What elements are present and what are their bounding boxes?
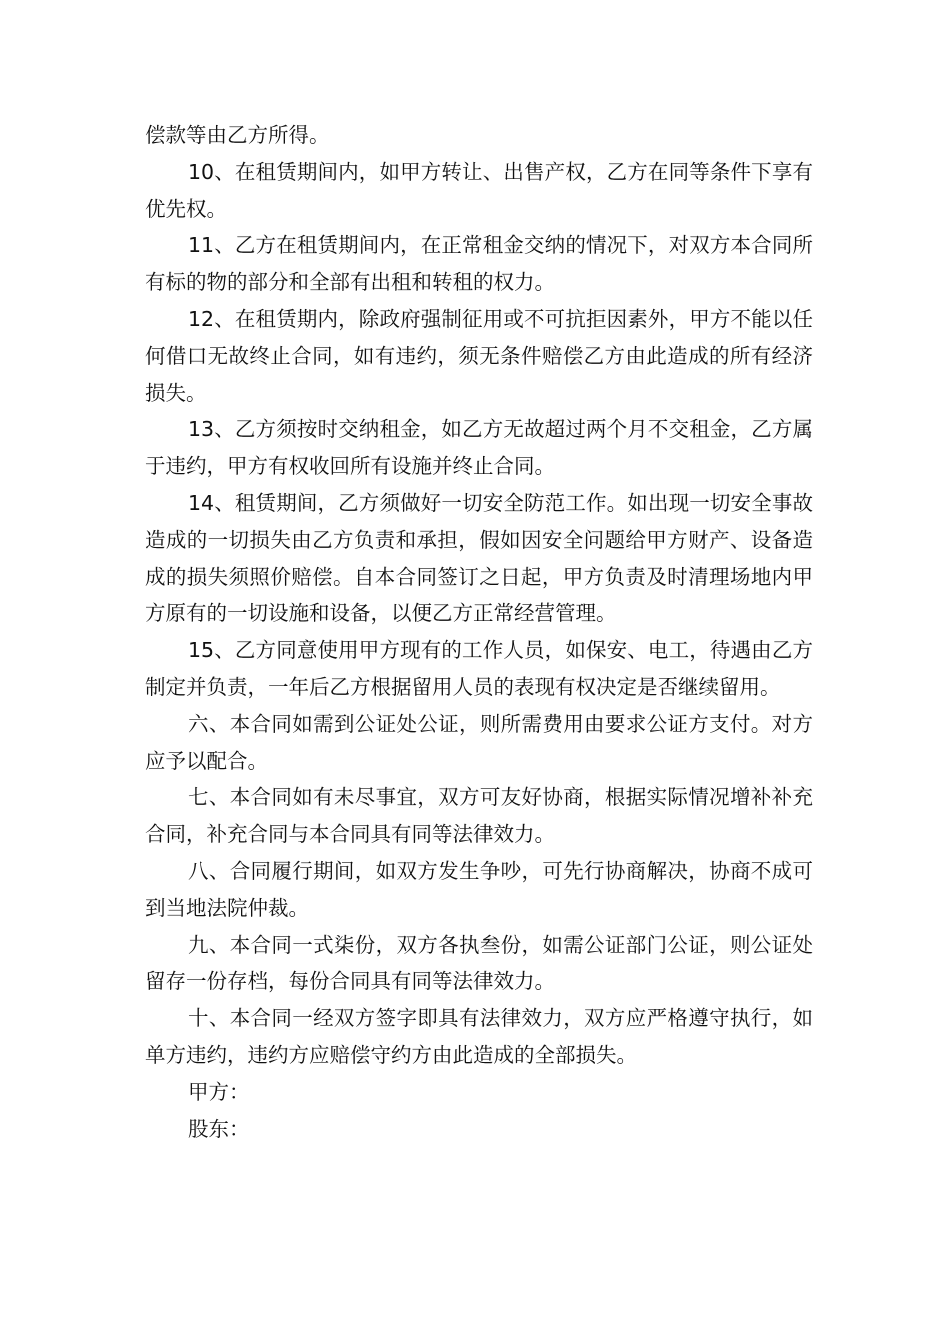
document-body — [145, 117, 813, 1147]
section-10: 十、本合同一经双方签字即具有法律效力，双方应严格遵守执行，如单方违约，违约方应赔偿守约方由此造成的全部损失。 — [145, 1006, 813, 1067]
section-7: 七、本合同如有未尽事宜，双方可友好协商，根据实际情况增补补充合同，补充合同与本合同具有同等法律效力。 — [145, 785, 813, 847]
clause-11: 11、乙方在租赁期间内，在正常租金交纳的情况下，对双方本合同所有标的物的部分和全部有出租和转租的权力。 — [145, 233, 813, 295]
shareholder-label: 股东： — [188, 1116, 250, 1141]
clause-10: 10、在租赁期间内，如甲方转让、出售产权，乙方在同等条件下享有优先权。 — [145, 159, 813, 221]
clause-12: 12、在租赁期内，除政府强制征用或不可抗拒因素外，甲方不能以任何借口无故终止合同，如有违约，须无条件赔偿乙方由此造成的所有经济损失。 — [145, 306, 813, 405]
clause-13: 13、乙方须按时交纳租金，如乙方无故超过两个月不交租金，乙方属于违约，甲方有权收回所有设施并终止合同。 — [145, 417, 813, 479]
section-8: 八、合同履行期间，如双方发生争吵，可先行协商解决，协商不成可到当地法院仲裁。 — [145, 858, 813, 920]
paragraph-continuation: 偿款等由乙方所得。 — [145, 123, 330, 147]
clause-14: 14、租赁期间，乙方须做好一切安全防范工作。如出现一切安全事故造成的一切损失由乙方负责和承担，假如因安全问题给甲方财产、设备造成的损失须照价赔偿。自本合同签订之日起，甲方负责及时清理场地内甲方原有的一切设施和设备，以便乙方正常经营管理。 — [145, 490, 813, 626]
party-a-label: 甲方： — [188, 1079, 250, 1104]
section-6: 六、本合同如需到公证处公证，则所需费用由要求公证方支付。对方应予以配合。 — [145, 711, 813, 773]
clause-15: 15、乙方同意使用甲方现有的工作人员，如保安、电工，待遇由乙方制定并负责，一年后乙方根据留用人员的表现有权决定是否继续留用。 — [145, 638, 813, 699]
section-9: 九、本合同一式柒份，双方各执叁份，如需公证部门公证，则公证处留存一份存档，每份合同具有同等法律效力。 — [145, 932, 813, 994]
